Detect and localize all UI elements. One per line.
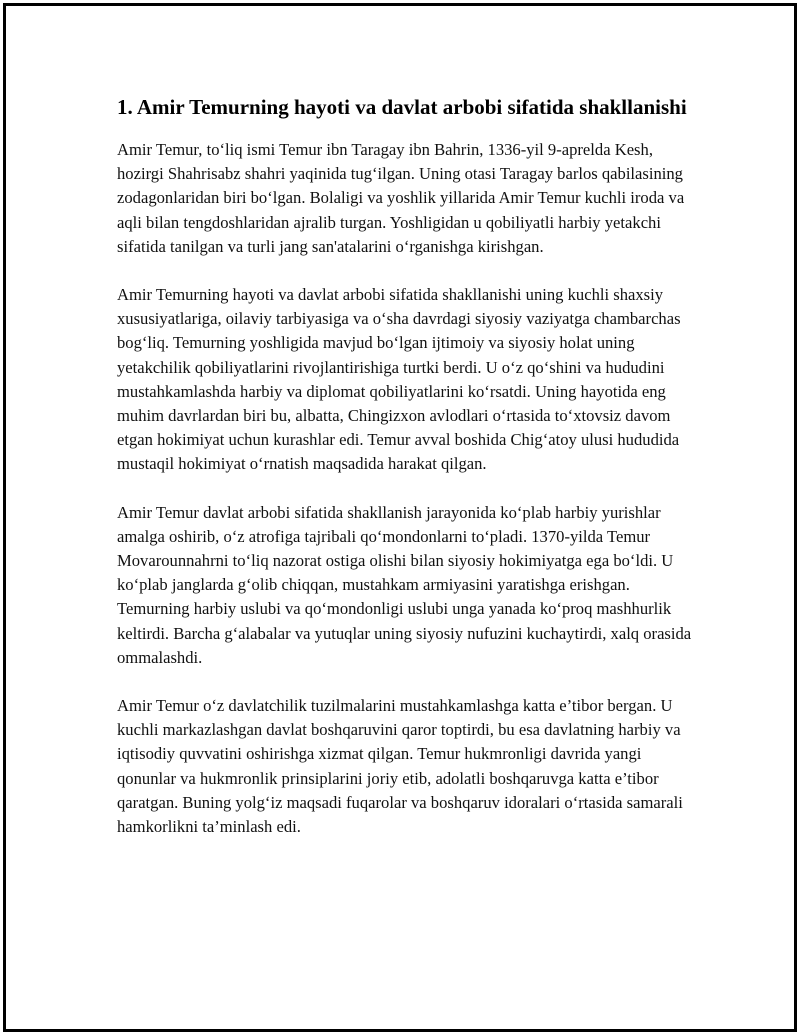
- paragraph-1: Amir Temur, to‘liq ismi Temur ibn Taragay ibn Bahrin, 1336-yil 9-aprelda Kesh, hozirgi Shahrisabz shahri yaqinida tug‘ilgan. Uning otasi Taragay barlos qabilasining zodagonlaridan biri bo‘lgan. Bolaligi va yoshlik yillarida Amir Temur kuchli iroda va aqli bilan tengdoshlaridan ajralib turgan. Yoshligidan u qobiliyatli harbiy yetakchi sifatida tanilgan va turli jang san'atalarini o‘rganishga kirishgan.: [117, 140, 685, 256]
- section-title: 1. Amir Temurning hayoti va davlat arbobi sifatida shakllanishi: [117, 95, 687, 119]
- paragraph-3: Amir Temur davlat arbobi sifatida shakllanish jarayonida ko‘plab harbiy yurishlar amalga oshirib, o‘z atrofiga tajribali qo‘mondonlarni to‘pladi. 1370-yilda Temur Movarounnahrni to‘liq nazorat ostiga olishi bilan siyosiy hokimiyatga ega bo‘ldi. U ko‘plab janglarda g‘olib chiqqan, mustahkam armiyasini yaratishga erishgan. Temurning harbiy uslubi va qo‘mondonligi uslubi unga yanada ko‘proq mashhurlik keltirdi. Barcha g‘alabalar va yutuqlar uning siyosiy nufuzini kuchaytirdi, xalq orasida ommalashdi.: [117, 502, 692, 667]
- paragraph-4: Amir Temur o‘z davlatchilik tuzilmalarini mustahkamlashga katta e’tibor bergan. U kuchli markazlashgan davlat boshqaruvini qaror toptirdi, bu esa davlatning harbiy va iqtisodiy quvvatini oshirishga xizmat qilgan. Temur hukmronligi davrida yangi qonunlar va hukmronlik prinsiplarini joriy etib, adolatli boshqaruvga katta e’tibor qaratgan. Buning yolg‘iz maqsadi fuqarolar va boshqaruv idoralari o‘rtasida samarali hamkorlikni ta’minlash edi.: [117, 696, 683, 837]
- document-body: [117, 94, 697, 863]
- paragraph-2: Amir Temurning hayoti va davlat arbobi sifatida shakllanishi uning kuchli shaxsiy xususiyatlariga, oilaviy tarbiyasiga va o‘sha davrdagi siyosiy vaziyatga chambarchas bog‘liq. Temurning yoshligida mavjud bo‘lgan ijtimoiy va siyosiy holat uning yetakchilik qobiliyatlarini rivojlantirishiga turtki berdi. U o‘z qo‘shini va hududini mustahkamlashda harbiy va diplomat qobiliyatlarini ko‘rsatdi. Uning hayotida eng muhim davrlardan biri bu, albatta, Chingizxon avlodlari o‘rtasida to‘xtovsiz davom etgan hokimiyat uchun kurashlar edi. Temur avval boshida Chig‘atoy ulusi hududida mustaqil hokimiyat o‘rnatish maqsadida harakat qilgan.: [117, 285, 681, 474]
